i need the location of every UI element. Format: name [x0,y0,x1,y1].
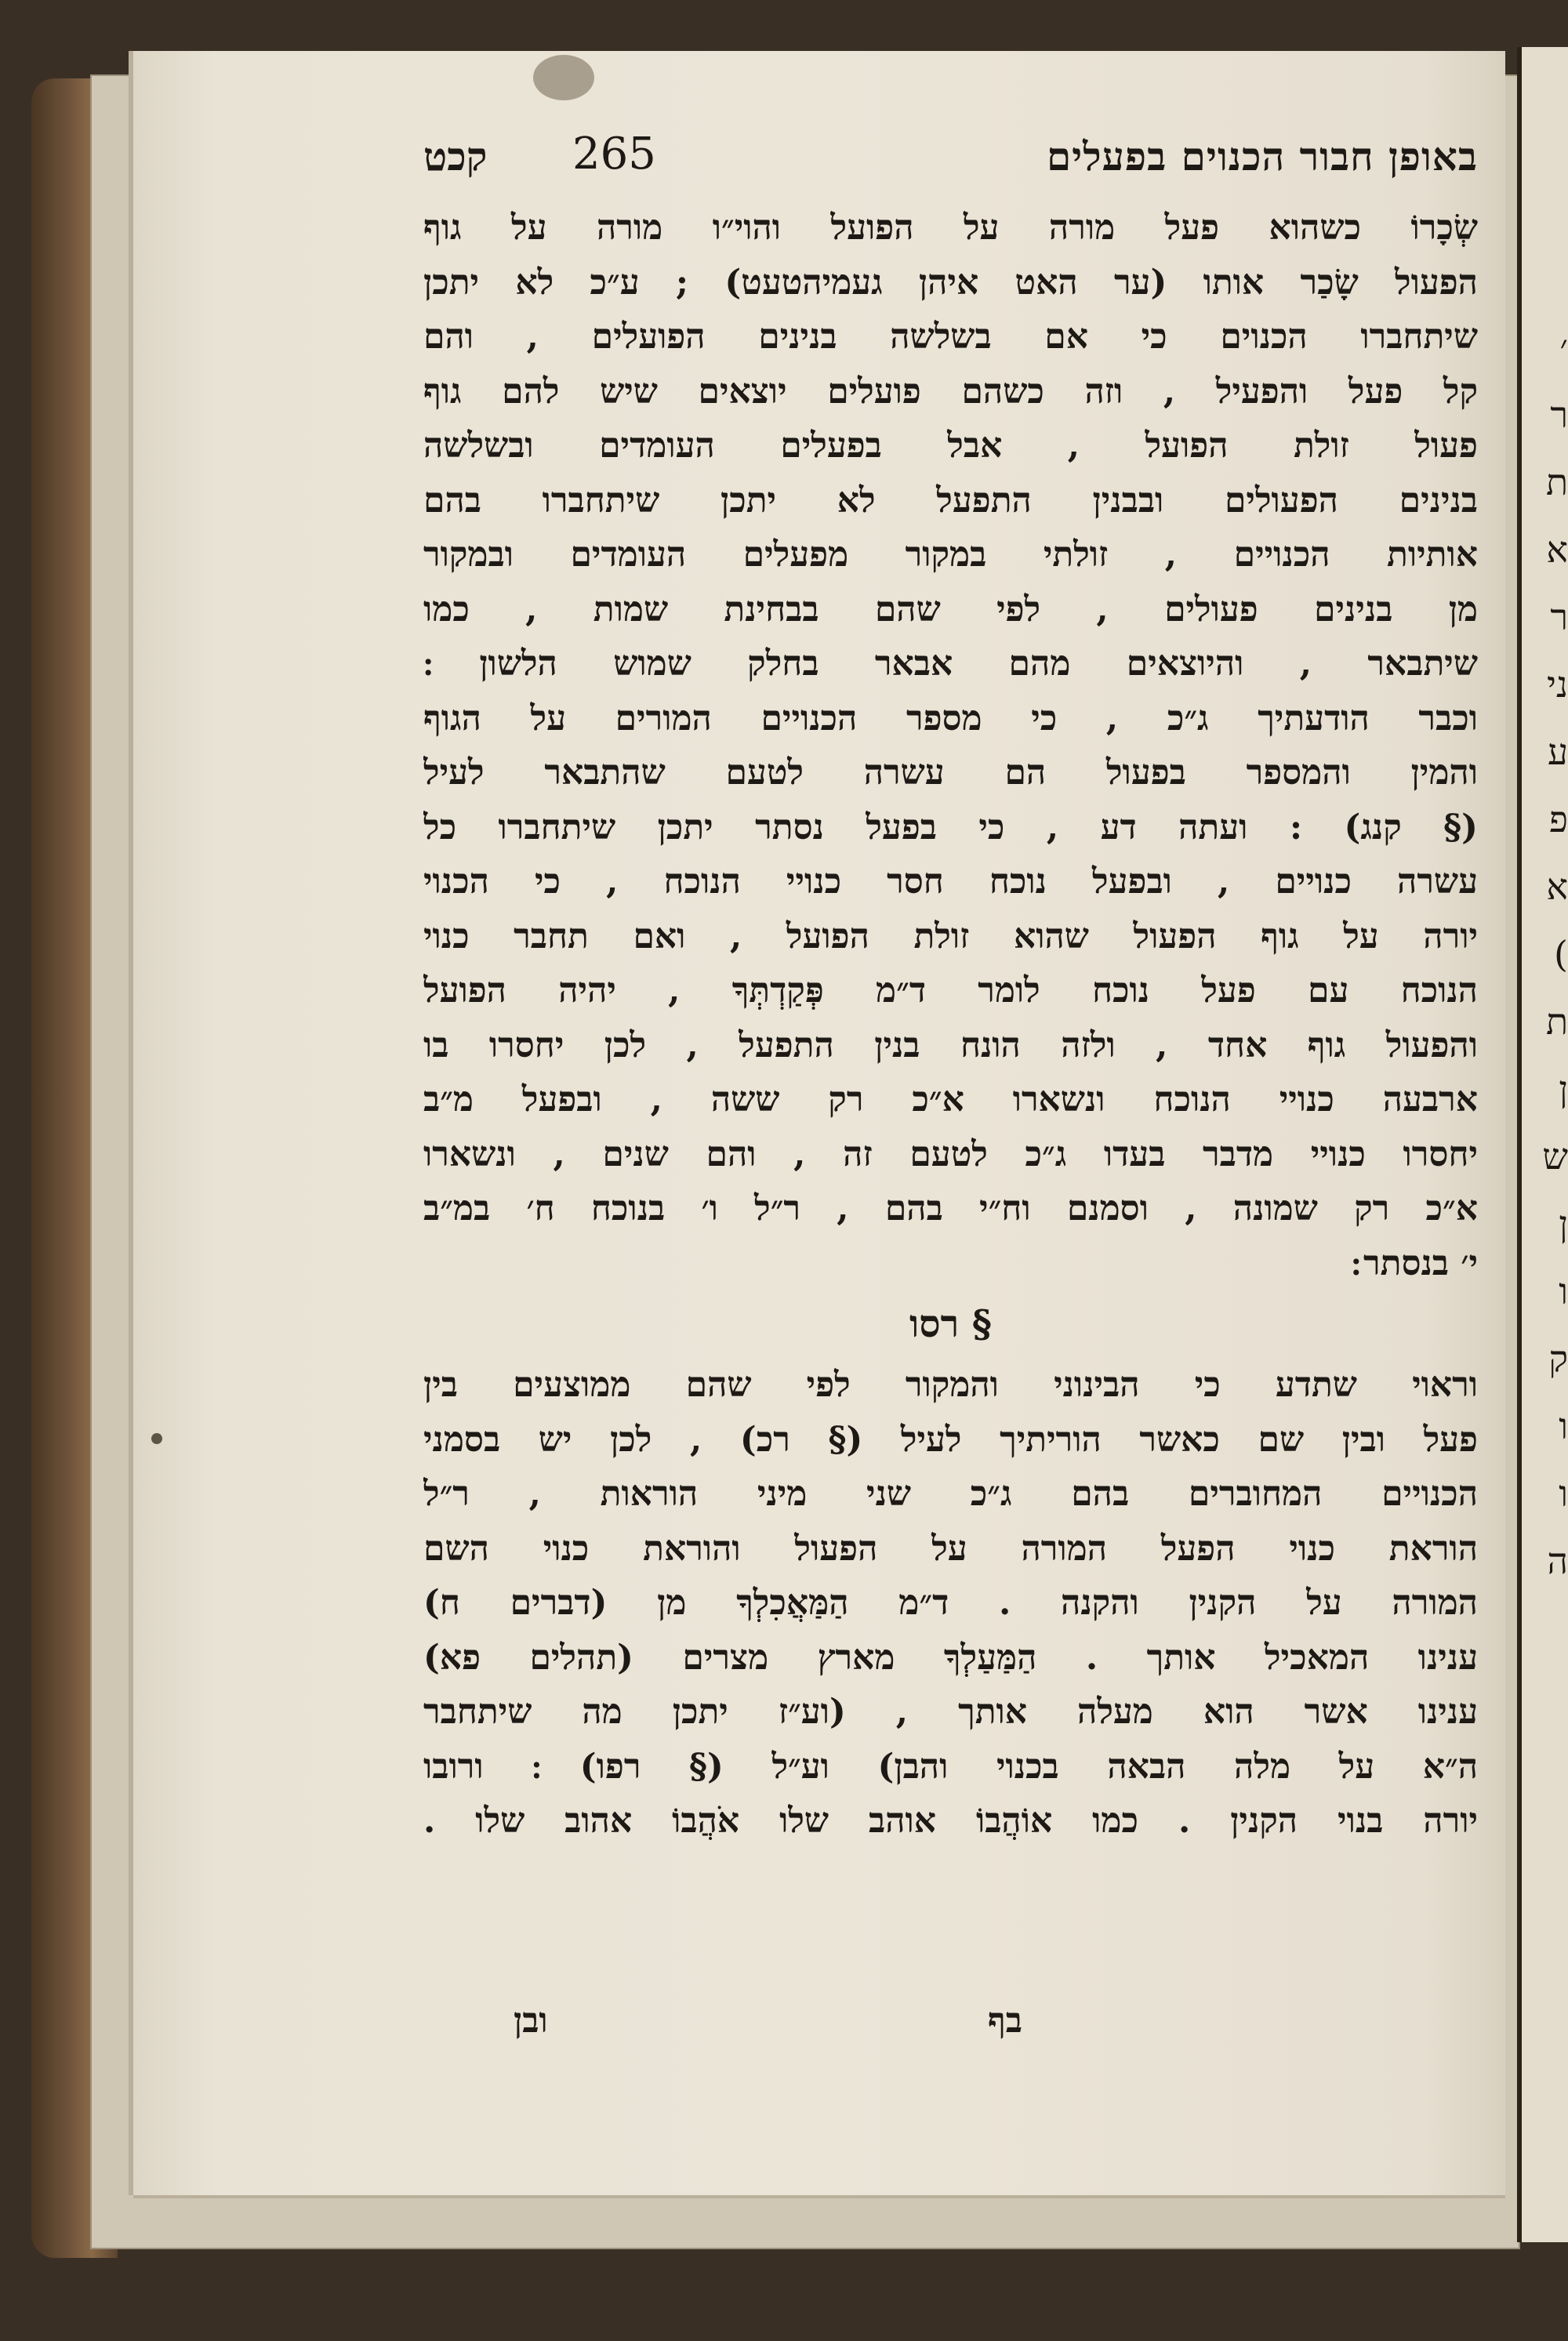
text-line: שיתחברו הכנוים כי אם בשלשה בנינים הפועלים , והם [423,317,1478,357]
margin-letter: ש [1542,1135,1568,1178]
text-line: וכבר הודעתיך ג״כ , כי מספר הכנויים המורים על הגוף [423,698,1478,739]
text-line: בנינים הפעולים ובבנין התפעל לא יתכן שיתחברו בהם [423,480,1478,521]
margin-letter: ק [1548,1337,1568,1380]
margin-letter: ) [1554,933,1568,975]
text-line: ה״א על מלה הבאה בכנוי והבן) וע״ל (§ רפו) ׃ ורובו [423,1746,1478,1787]
text-line: וראוי שתדע כי הבינוני והמקור לפי שהם ממוצעים בין [423,1365,1478,1405]
margin-letter: א [1546,528,1568,571]
text-line: ענינו המאכיל אותך . הַמַּעַלְךָ מארץ מצרים (תהלים פא) [423,1637,1478,1678]
text-line: ארבעה כנויי הנוכח ונשארו א״כ רק ששה , ובפעל מ״ב [423,1080,1478,1120]
text-line: שְׂכָרוֹ כשהוא פעל מורה על הפועל והוי״ו מורה על גוף [423,208,1478,248]
text-line: (§ קנג) : ועתה דע , כי בפעל נסתר יתכן שיתחברו כל [423,807,1478,847]
text-line: יורה על גוף הפעול שהוא זולת הפועל , ואם תחבר כנוי [423,916,1478,956]
margin-letter: ו [1559,1270,1568,1312]
margin-letter: ר [1550,394,1568,436]
margin-letter: ן [1559,1068,1568,1110]
margin-letter: ני [1546,663,1568,706]
text-line: א״כ רק שמונה , וסמנם וח״י בהם , ר״ל ו׳ בנוכח ח׳ במ״ב [423,1189,1478,1229]
text-line: פעול זולת הפועל , אבל בפעלים העומדים ובשלשה [423,426,1478,466]
text-line: הכנויים המחוברים בהם ג״כ שני מיני הוראות , ר״ל [423,1474,1478,1514]
margin-letter: ר [1550,596,1568,638]
catchword-left: ובן [514,2001,548,2041]
text-line: יחסרו כנויי מדבר בעדו ג״כ לטעם זה , והם שנים , ונשארו [423,1134,1478,1174]
facing-page-margin-text [1527,314,1568,1595]
text-line: והמין והמספר בפעול הם עשרה לטעם שהתבאר לעיל [423,753,1478,793]
text-line: קל פעל והפעיל , וזה כשהם פועלים יוצאים שיש להם גוף [423,371,1478,412]
stain-mark [533,55,594,100]
text-line: הנוכח עם פעל נוכח לומר ד״מ פְּקַדְתְּךָ , יהיה הפועל [423,971,1478,1011]
margin-letter: ת [1545,1000,1568,1043]
text-line: והפעול גוף אחד , ולזה הונח בנין התפעל , לכן יחסרו בו [423,1025,1478,1065]
text-line: שיתבאר , והיוצאים מהם אבאר בחלק שמוש הלשון ׃ [423,644,1478,684]
margin-letter: ו [1559,1405,1568,1447]
text-line: מן בנינים פעולים , לפי שהם בבחינת שמות , כמו [423,589,1478,630]
catchword-center: בף [988,2001,1022,2041]
margin-letter: א [1546,866,1568,908]
margin-letter: ת [1545,461,1568,503]
hebrew-page-number: קכט [423,133,488,180]
text-line: המורה על הקנין והקנה . ד״מ הַמַּאֲכִלְךָ מן (דברים ח) [423,1583,1478,1623]
ink-dot [151,1433,162,1444]
section-heading: § רסו [909,1302,992,1346]
margin-letter: ע [1547,731,1568,773]
text-line: ענינו אשר הוא מעלה אותך , (וע״ז יתכן מה שיתחבר [423,1692,1478,1732]
text-line: הפעול שָׂכַר אותו (ער האט איהן געמיהטעט) ; ע״כ לא יתכן [423,262,1478,303]
page-number: 265 [572,129,656,180]
text-line: פעל ובין שם כאשר הוריתיך לעיל (§ רכ) , לכן יש בסמני [423,1419,1478,1460]
margin-letter: ן [1559,1203,1568,1245]
page-header [423,129,1478,188]
running-title: באופן חבור הכנוים בפעלים [1046,133,1478,180]
margin-letter: ׳ [1559,326,1568,368]
margin-letter: פ [1548,798,1568,840]
text-line: י׳ בנסתר ׃ [1351,1243,1478,1283]
margin-letter: ו [1559,1472,1568,1515]
main-text-block [423,201,1478,1849]
text-line: אותיות הכנויים , זולתי במקור מפעלים העומדים ובמקור [423,535,1478,575]
margin-letter: ה [1547,1540,1568,1582]
text-line: עשרה כנויים , ובפעל נוכח חסר כנויי הנוכח , כי הכנוי [423,862,1478,902]
text-line: הוראת כנוי הפעל המורה על הפעול והוראת כנוי השם [423,1528,1478,1569]
text-line: יורה בנוי הקנין . כמו אוֹהֲבוֹ אוהב שלו אֹהֲבוֹ אהוב שלו . [423,1801,1478,1841]
